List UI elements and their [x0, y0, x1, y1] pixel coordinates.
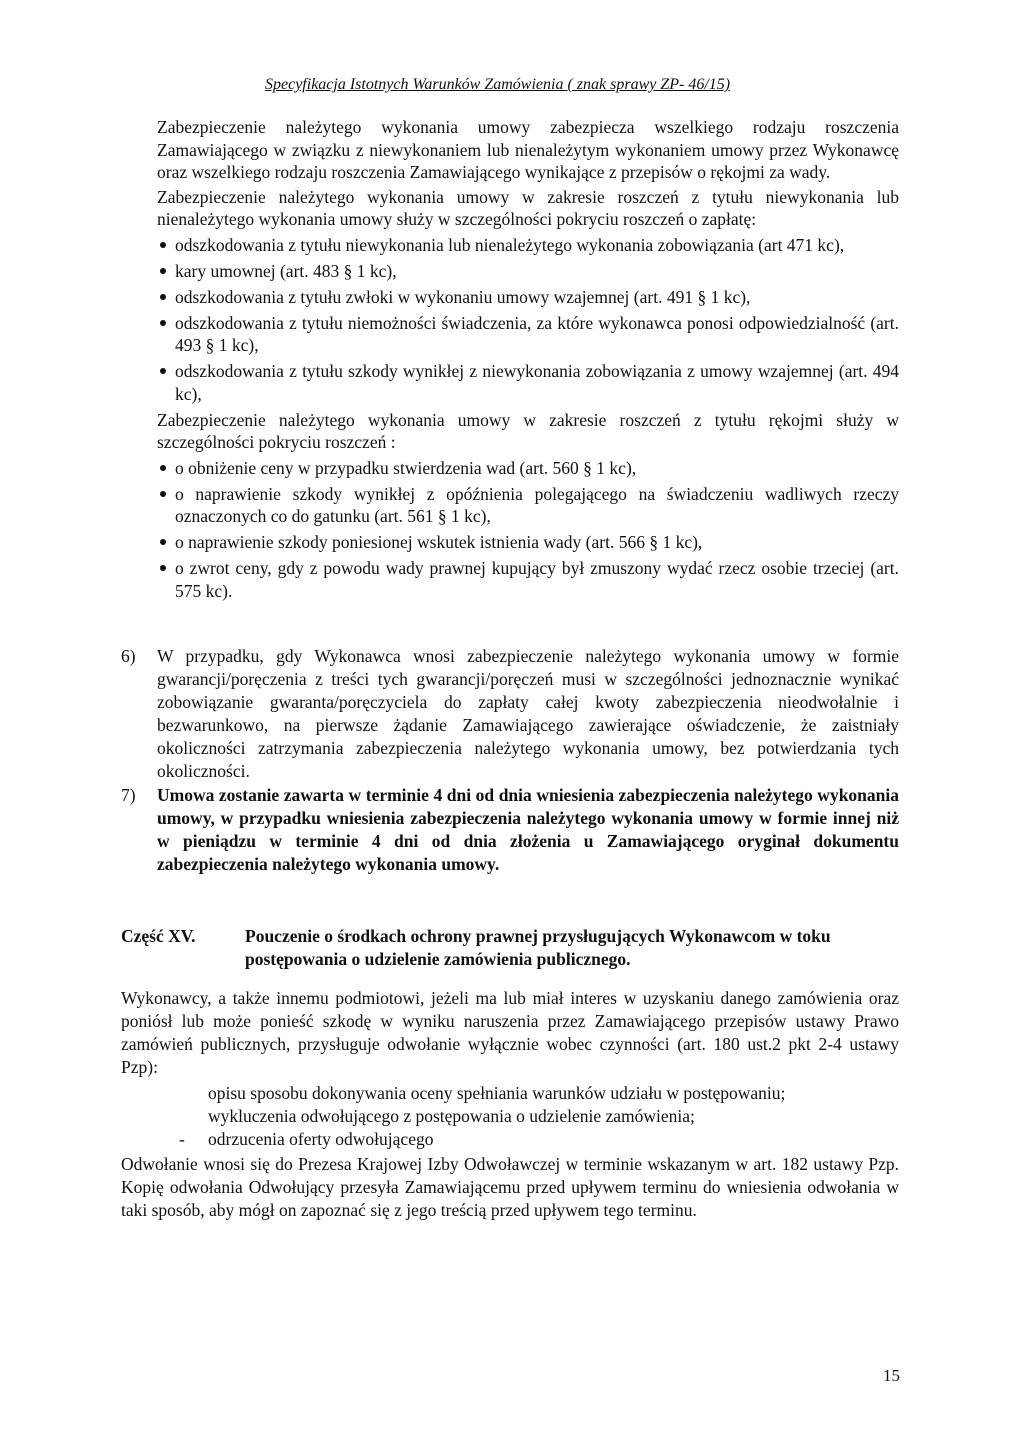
- list-item: [121, 1128, 899, 1151]
- section-title: Pouczenie o środkach ochrony prawnej przysługujących Wykonawcom w toku postępowania o udzielenie zamówienia publicznego.: [245, 926, 831, 969]
- list-item: odszkodowania z tytułu niemożności świadczenia, za które wykonawca ponosi odpowiedzialność (art. 493 § 1 kc),: [157, 312, 899, 357]
- item-number: 6): [121, 646, 136, 666]
- paragraph-appeal-procedure: Odwołanie wnosi się do Prezesa Krajowej Izby Odwoławczej w terminie wskazanym w art. 182 ustawy Pzp. Kopię odwołania Odwołujący przesyła Zamawiającemu przed upływem terminu do wniesienia odwołania w taki sposób, aby mógł on zapoznać się z jego treścią przed upływem tego terminu.: [121, 1154, 899, 1220]
- page-number: 15: [883, 1366, 900, 1385]
- paragraph-warranty-claims: Zabezpieczenie należytego wykonania umowy w zakresie roszczeń z tytułu rękojmi służy w szczególności pokryciu roszczeń :: [157, 409, 899, 452]
- legal-remedies-section: [121, 987, 899, 1222]
- numbered-item-6: [121, 645, 899, 783]
- item-number: 7): [121, 785, 136, 805]
- section-heading: [121, 925, 901, 971]
- list-item: o zwrot ceny, gdy z powodu wady prawnej kupujący był zmuszony wydać rzecz osobie trzeciej (art. 575 kc).: [157, 557, 899, 602]
- warranty-claims-list: [157, 457, 899, 603]
- list-item: o naprawienie szkody poniesionej wskutek istnienia wady (art. 566 § 1 kc),: [157, 531, 899, 554]
- numbered-item-7: [121, 784, 899, 876]
- item-text: W przypadku, gdy Wykonawca wnosi zabezpieczenie należytego wykonania umowy w formie gwarancji/poręczenia z treści tych gwarancji/poręczeń musi w szczególności jednoznacznie wynikać zobowiązanie gwaranta/poręczyciela do zapłaty całej kwoty zabezpieczenia nieodwołalnie i bezwarunkowo, na pierwsze żądanie Zamawiającego zawierające oświadczenie, że zaistniały okoliczności zatrzymania zabezpieczenia należytego wykonania umowy, bez potwierdzania tych okoliczności.: [157, 646, 899, 781]
- list-marker: -: [179, 1129, 185, 1149]
- list-item: kary umownej (art. 483 § 1 kc),: [157, 260, 899, 283]
- appeal-actions-list: [121, 1082, 899, 1151]
- section-number: Część XV.: [121, 926, 196, 946]
- list-item: o naprawienie szkody wynikłej z opóźnienia polegającego na świadczeniu wadliwych rzeczy oznaczonych co do gatunku (art. 561 § 1 kc),: [157, 483, 899, 528]
- list-item: o obniżenie ceny w przypadku stwierdzenia wad (art. 560 § 1 kc),: [157, 457, 899, 480]
- item-text: Umowa zostanie zawarta w terminie 4 dni od dnia wniesienia zabezpieczenia należytego wykonania umowy, w przypadku wniesienia zabezpieczenia należytego wykonania umowy w formie innej niż w pieniądzu w terminie 4 dni od dnia złożenia u Zamawiającego oryginał dokumentu zabezpieczenia należytego wykonania umowy.: [157, 785, 899, 874]
- list-item-text: odrzucenia oferty odwołującego: [208, 1129, 434, 1149]
- guarantee-section: [157, 116, 899, 606]
- paragraph-appeal-right: Wykonawcy, a także innemu podmiotowi, jeżeli ma lub miał interes w uzyskaniu danego zamówienia oraz poniósł lub może ponieść szkodę w wyniku naruszenia przez Zamawiającego przepisów ustawy Prawo zamówień publicznych, przysługuje odwołanie wyłącznie wobec czynności (art. 180 ust.2 pkt 2-4 ustawy Pzp):: [121, 988, 899, 1077]
- page-header: Specyfikacja Istotnych Warunków Zamówienia ( znak sprawy ZP- 46/15): [265, 76, 731, 93]
- list-item: [121, 1082, 899, 1105]
- claims-list: [157, 234, 899, 406]
- list-item-text: opisu sposobu dokonywania oceny spełniania warunków udziału w postępowaniu;: [208, 1083, 786, 1103]
- numbered-list: [121, 645, 899, 876]
- paragraph-claims-nonperformance: Zabezpieczenie należytego wykonania umowy w zakresie roszczeń z tytułu niewykonania lub nienależytego wykonania umowy służy w szczególności pokryciu roszczeń o zapłatę:: [157, 186, 899, 229]
- list-item: odszkodowania z tytułu szkody wynikłej z niewykonania zobowiązania z umowy wzajemnej (art. 494 kc),: [157, 360, 899, 405]
- paragraph-guarantee-scope: Zabezpieczenie należytego wykonania umowy zabezpiecza wszelkiego rodzaju roszczenia Zamawiającego w związku z niewykonaniem lub nienależytym wykonaniem umowy przez Wykonawcę oraz wszelkiego rodzaju roszczenia Zamawiającego wynikające z przepisów o rękojmi za wady.: [157, 117, 899, 182]
- list-item-text: wykluczenia odwołującego z postępowania o udzielenie zamówienia;: [208, 1106, 695, 1126]
- list-item: odszkodowania z tytułu zwłoki w wykonaniu umowy wzajemnej (art. 491 § 1 kc),: [157, 286, 899, 309]
- list-item: odszkodowania z tytułu niewykonania lub nienależytego wykonania zobowiązania (art 471 kc),: [157, 234, 899, 257]
- list-item: [121, 1105, 899, 1128]
